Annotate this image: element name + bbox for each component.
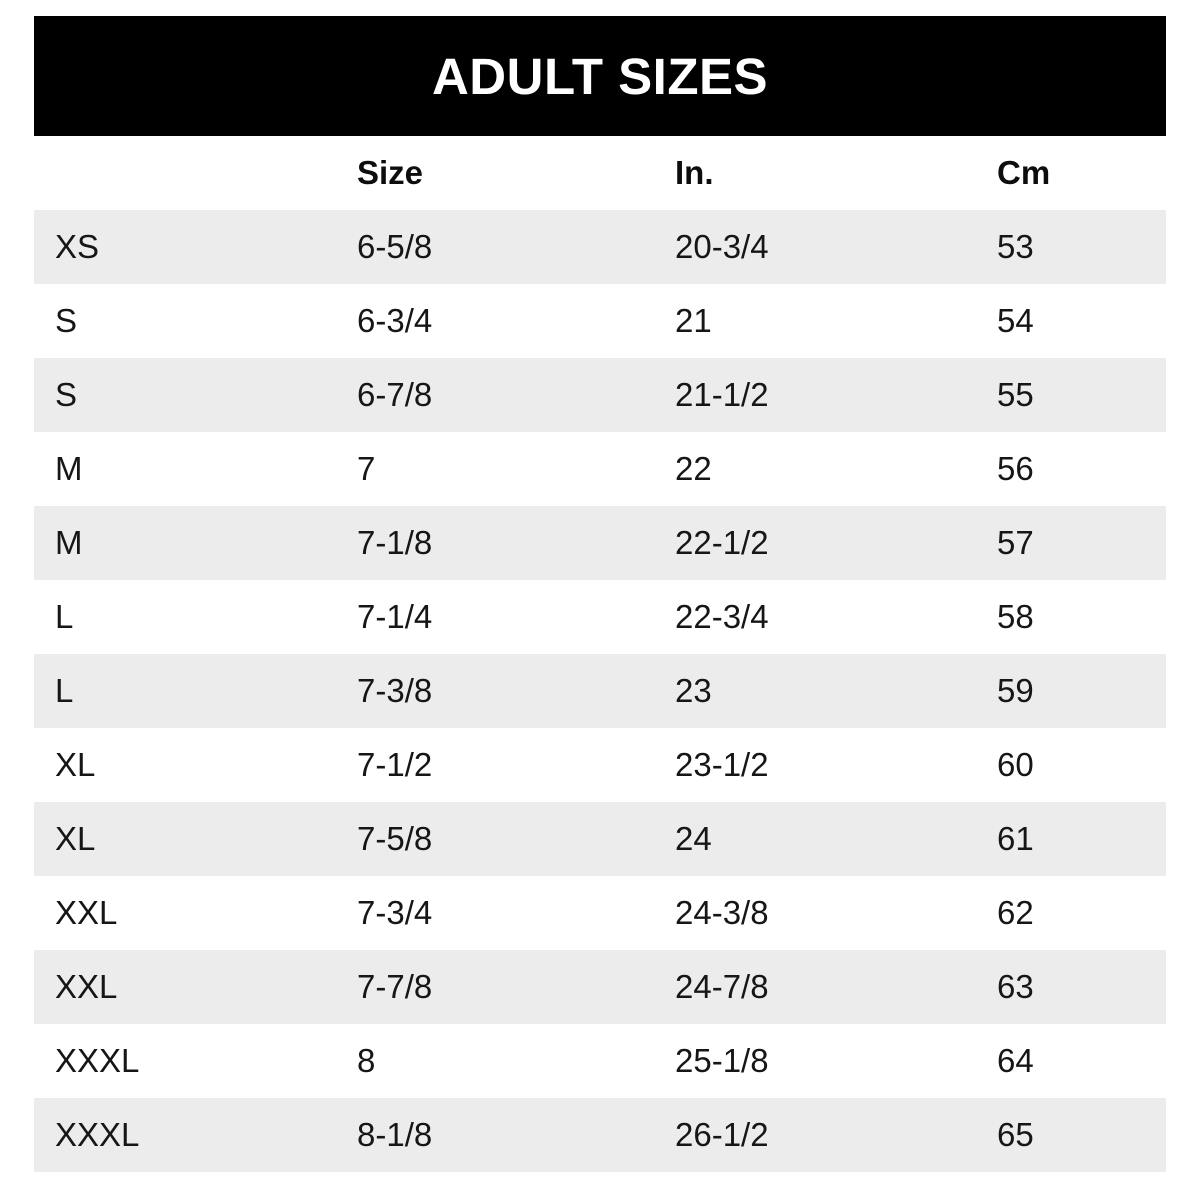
cm-cell: 59: [997, 672, 1034, 709]
inches-cell: 24-7/8: [675, 968, 769, 1005]
page-title: ADULT SIZES: [431, 47, 769, 105]
table-body: [34, 210, 1166, 1172]
cm-cell: 55: [997, 376, 1034, 413]
hat-size-cell: 8-1/8: [357, 1116, 433, 1153]
size-label-cell: XXL: [55, 968, 118, 1005]
inches-cell: 21: [675, 302, 712, 339]
table-row: [34, 358, 1166, 432]
cm-cell: 62: [997, 894, 1034, 931]
table-row: [34, 654, 1166, 728]
size-label-cell: S: [55, 302, 78, 339]
column-header-inches: In.: [675, 154, 714, 191]
size-label-cell: L: [55, 598, 74, 635]
hat-size-cell: 7-1/2: [357, 746, 433, 783]
hat-size-cell: 8: [357, 1042, 376, 1079]
table-row: [34, 284, 1166, 358]
cm-cell: 56: [997, 450, 1034, 487]
hat-size-cell: 6-3/4: [357, 302, 433, 339]
inches-cell: 25-1/8: [675, 1042, 769, 1079]
column-header-row: [34, 136, 1166, 210]
hat-size-cell: 6-5/8: [357, 228, 433, 265]
table-row: [34, 728, 1166, 802]
hat-size-cell: 7: [357, 450, 376, 487]
cm-cell: 60: [997, 746, 1034, 783]
hat-size-cell: 7-3/8: [357, 672, 433, 709]
inches-cell: 20-3/4: [675, 228, 769, 265]
cm-cell: 53: [997, 228, 1034, 265]
size-label-cell: XL: [55, 820, 96, 857]
title-bar: [34, 16, 1166, 136]
table-row: [34, 1098, 1166, 1172]
size-label-cell: XL: [55, 746, 96, 783]
inches-cell: 23: [675, 672, 712, 709]
cm-cell: 64: [997, 1042, 1034, 1079]
cm-cell: 54: [997, 302, 1034, 339]
table-row: [34, 876, 1166, 950]
size-label-cell: L: [55, 672, 74, 709]
table-row: [34, 1024, 1166, 1098]
column-header-cm: Cm: [997, 154, 1051, 191]
inches-cell: 22-3/4: [675, 598, 769, 635]
size-label-cell: M: [55, 450, 83, 487]
cm-cell: 57: [997, 524, 1034, 561]
inches-cell: 24-3/8: [675, 894, 769, 931]
cm-cell: 58: [997, 598, 1034, 635]
column-header-size: Size: [357, 154, 424, 191]
hat-size-cell: 7-3/4: [357, 894, 433, 931]
inches-cell: 22: [675, 450, 712, 487]
hat-size-cell: 7-5/8: [357, 820, 433, 857]
size-label-cell: XS: [55, 228, 100, 265]
table-row: [34, 950, 1166, 1024]
cm-cell: 63: [997, 968, 1034, 1005]
table-row: [34, 580, 1166, 654]
table-row: [34, 802, 1166, 876]
size-label-cell: XXXL: [55, 1042, 140, 1079]
inches-cell: 24: [675, 820, 712, 857]
inches-cell: 21-1/2: [675, 376, 769, 413]
size-label-cell: S: [55, 376, 78, 413]
cm-cell: 65: [997, 1116, 1034, 1153]
hat-size-cell: 6-7/8: [357, 376, 433, 413]
inches-cell: 23-1/2: [675, 746, 769, 783]
hat-size-cell: 7-1/8: [357, 524, 433, 561]
inches-cell: 26-1/2: [675, 1116, 769, 1153]
table-row: [34, 432, 1166, 506]
hat-size-cell: 7-1/4: [357, 598, 433, 635]
size-chart: [34, 16, 1166, 1172]
inches-cell: 22-1/2: [675, 524, 769, 561]
table-row: [34, 506, 1166, 580]
cm-cell: 61: [997, 820, 1034, 857]
table-row: [34, 210, 1166, 284]
size-label-cell: XXXL: [55, 1116, 140, 1153]
size-label-cell: XXL: [55, 894, 118, 931]
hat-size-cell: 7-7/8: [357, 968, 433, 1005]
size-label-cell: M: [55, 524, 83, 561]
